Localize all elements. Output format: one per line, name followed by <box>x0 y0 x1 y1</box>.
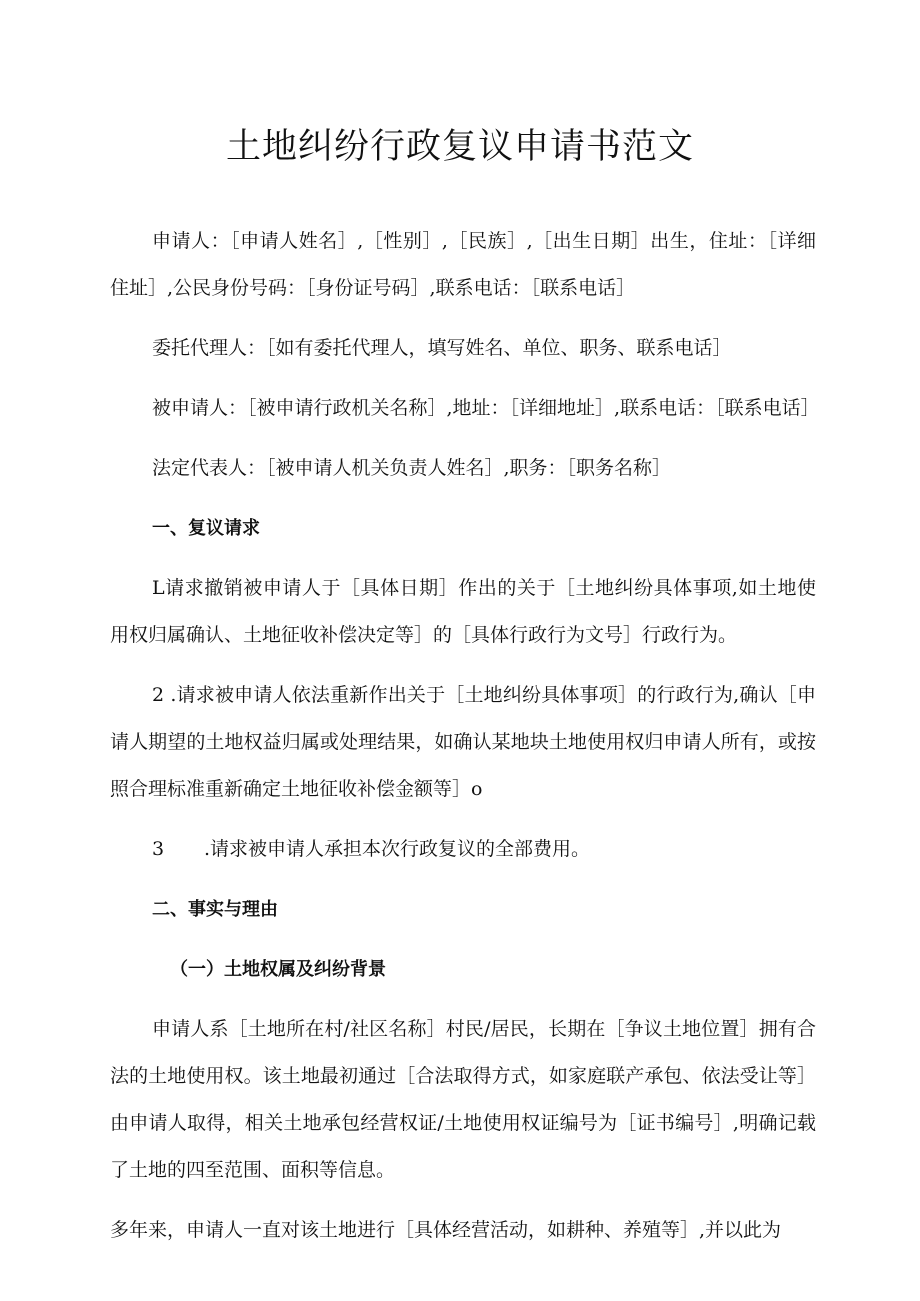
agent-paragraph: 委托代理人：［如有委托代理人，填写姓名、单位、职务、联系电话］ <box>152 337 732 359</box>
request-item-3 <box>110 826 816 873</box>
applicant-paragraph: 申请人：［申请人姓名］,［性别］,［民族］,［出生日期］出生，住址：［详细住址］,公民身份号码：［身份证号码］,联系电话：［联系电话］ <box>110 230 816 299</box>
request-item-3-text: .请求被申请人承担本次行政复议的全部费用。 <box>204 838 591 860</box>
request-item-2-text: .请求被申请人依法重新作出关于［土地纠纷具体事项］的行政行为,确认［申请人期望的土地权益归属或处理结果，如确认某地块土地使用权归申请人所有，或按照合理标准重新确定土地征收补偿金额等］o <box>110 684 816 800</box>
request-item-3-number: 3 <box>152 838 165 860</box>
facts-paragraph-1: 申请人系［土地所在村/社区名称］村民/居民，长期在［争议土地位置］拥有合法的土地使用权。该土地最初通过［合法取得方式，如家庭联产承包、依法受让等］由申请人取得，相关土地承包经营权证/土地使用权证编号为［证书编号］,明确记载了土地的四至范围、面积等信息。 <box>110 1018 816 1181</box>
legal-representative-paragraph: 法定代表人：［被申请人机关负责人姓名］,职务：［职务名称］ <box>152 457 672 479</box>
facts-paragraph-2: 多年来，申请人一直对该土地进行［具体经营活动，如耕种、养殖等］,并以此为 <box>110 1219 782 1241</box>
document-title: 土地纠纷行政复议申请书范文 <box>225 127 694 167</box>
document-body <box>110 218 820 1267</box>
respondent-paragraph: 被申请人：［被申请行政机关名称］,地址：［详细地址］,联系电话：［联系电话］ <box>152 397 820 419</box>
section-heading-review-request: 一、复议请求 <box>152 518 260 539</box>
subsection-heading-land-ownership: （一）土地权属及纠纷背景 <box>170 959 386 980</box>
request-item-2 <box>110 672 816 813</box>
section-heading-facts-reasons: 二、事实与理由 <box>152 899 278 920</box>
request-item-1: L请求撤销被申请人于［具体日期］作出的关于［土地纠纷具体事项,如土地使用权归属确认、土地征收补偿决定等］的［具体行政行为文号］行政行为。 <box>110 577 816 646</box>
request-item-2-number: 2 <box>152 684 165 706</box>
